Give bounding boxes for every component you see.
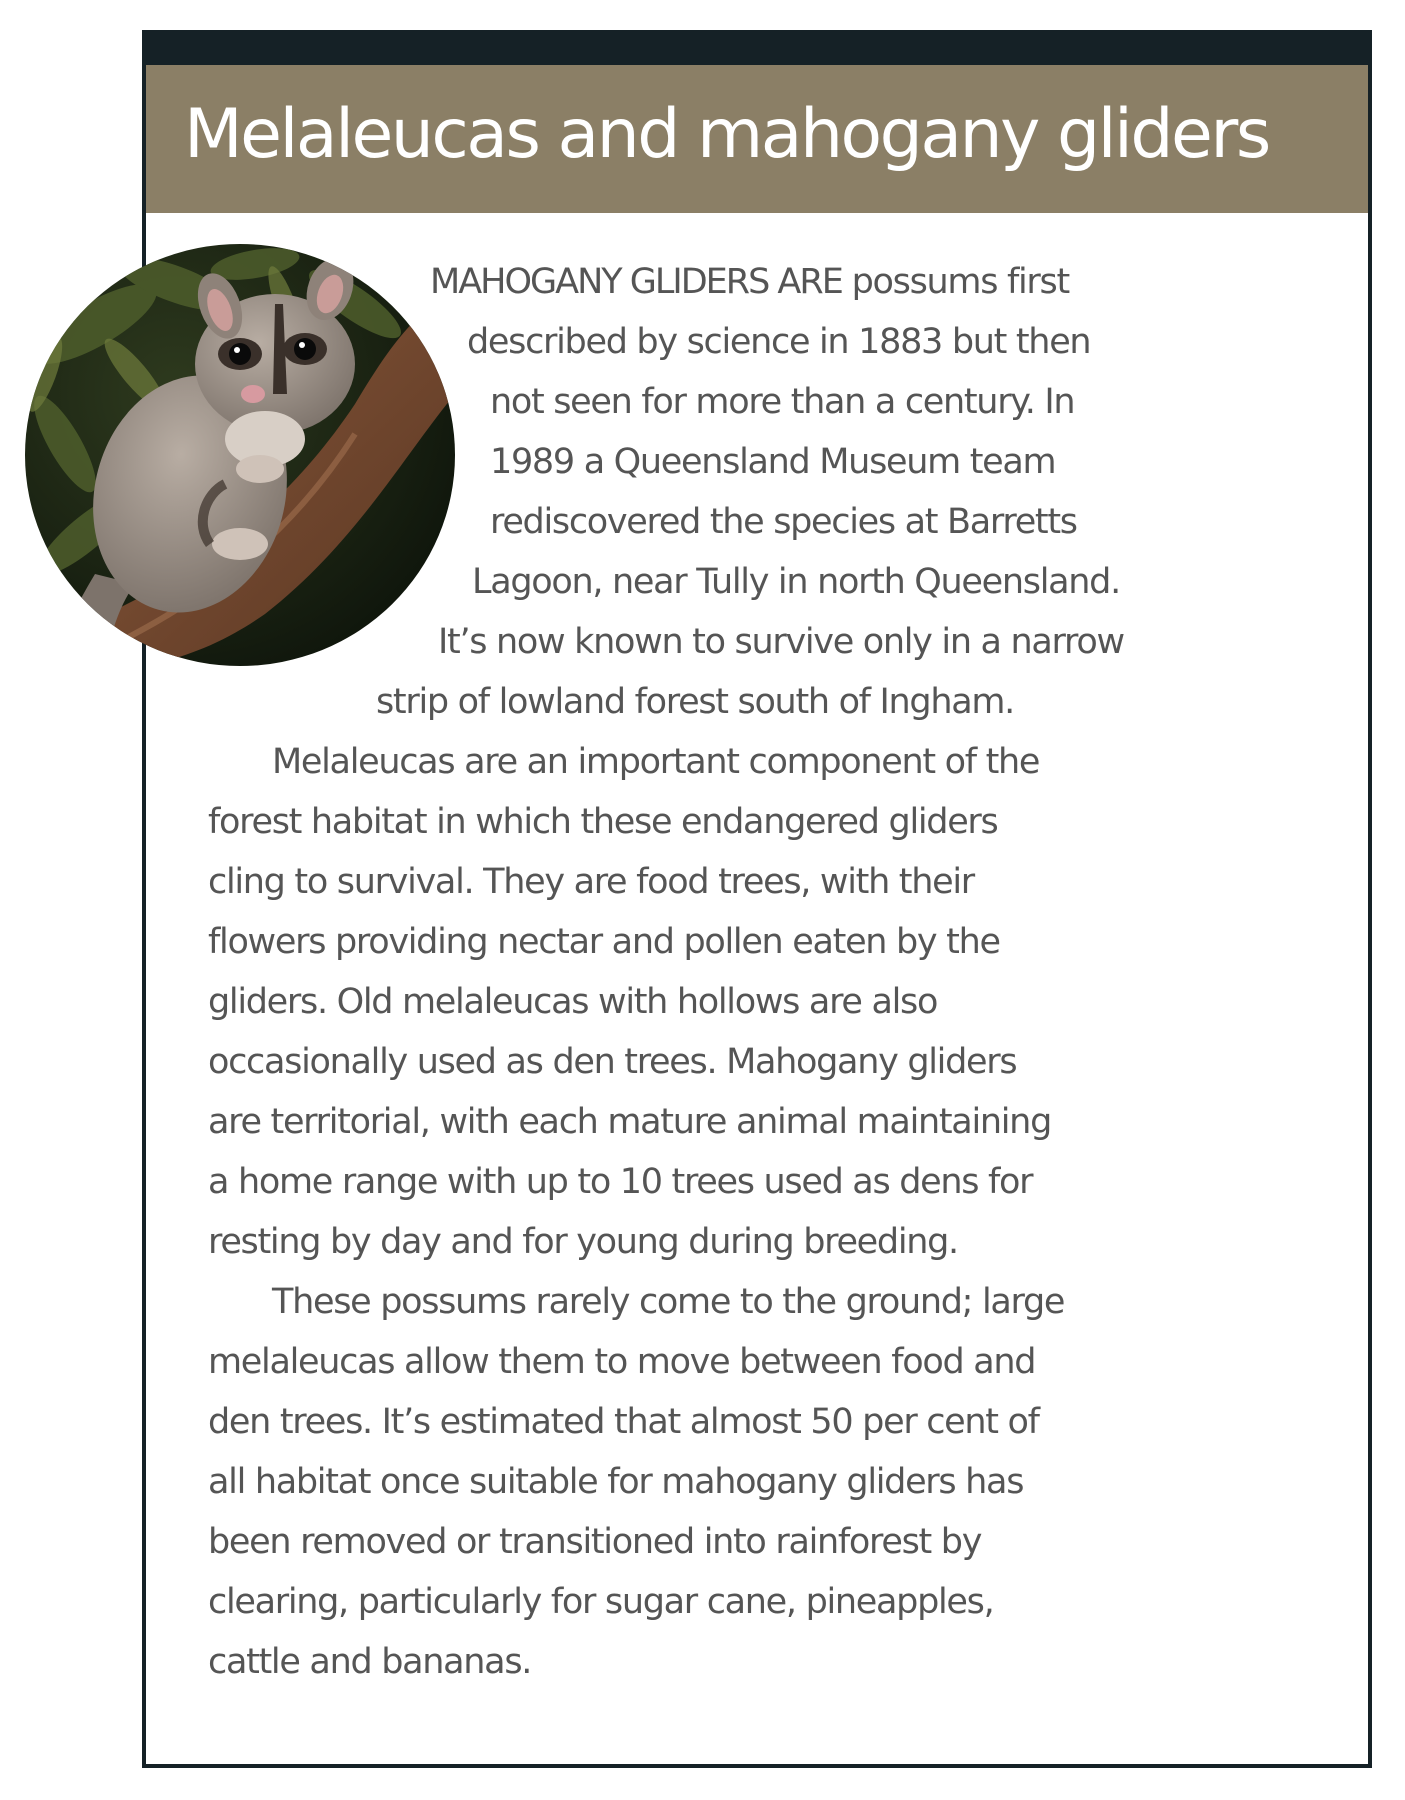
paragraph-1-line-1 [430,252,1069,312]
paragraph-1-line-6: Lagoon, near Tully in north Queensland. [472,562,1120,602]
paragraph-1-line-3: not seen for more than a century. In [490,382,1075,422]
paragraph-1-line-7: It’s now known to survive only in a narrow [438,622,1124,662]
paragraph-2-line-9: resting by day and for young during breeding. [208,1222,958,1262]
paragraph-1-line-2: described by science in 1883 but then [467,322,1091,362]
paragraph-3-line-2: melaleucas allow them to move between food and [208,1342,1036,1382]
paragraph-3-line-3: den trees. It’s estimated that almost 50 per cent of [208,1402,1039,1442]
paragraph-3-line-5: been removed or transitioned into rainforest by [208,1522,982,1562]
article-body [0,252,1405,1712]
lead-in: MAHOGANY GLIDERS ARE [430,262,842,302]
paragraph-2-line-4: flowers providing nectar and pollen eaten by the [208,922,1000,962]
paragraph-3-line-4: all habitat once suitable for mahogany gliders has [208,1462,1024,1502]
paragraph-2-line-7: are territorial, with each mature animal maintaining [208,1102,1051,1142]
paragraph-2-line-6: occasionally used as den trees. Mahogany gliders [208,1042,1017,1082]
paragraph-2-line-2: forest habitat in which these endangered gliders [208,802,998,842]
paragraph-1-line-4: 1989 a Queensland Museum team [490,442,1056,482]
paragraph-1-line-8: strip of lowland forest south of Ingham. [376,682,1015,722]
paragraph-2-line-5: gliders. Old melaleucas with hollows are also [208,982,938,1022]
paragraph-3-line-6: clearing, particularly for sugar cane, pineapples, [208,1582,994,1622]
line-text: possums first [841,262,1069,302]
paragraph-3-line-7: cattle and bananas. [208,1642,532,1682]
paragraph-2-line-8: a home range with up to 10 trees used as dens for [208,1162,1033,1202]
paragraph-3-line-1: These possums rarely come to the ground; large [272,1282,1065,1322]
paragraph-1-line-5: rediscovered the species at Barretts [490,502,1077,542]
paragraph-2-line-3: cling to survival. They are food trees, with their [208,862,974,902]
paragraph-2-line-1: Melaleucas are an important component of the [272,742,1040,782]
article-title: Melaleucas and mahogany gliders [184,95,1269,174]
title-banner [146,65,1368,213]
